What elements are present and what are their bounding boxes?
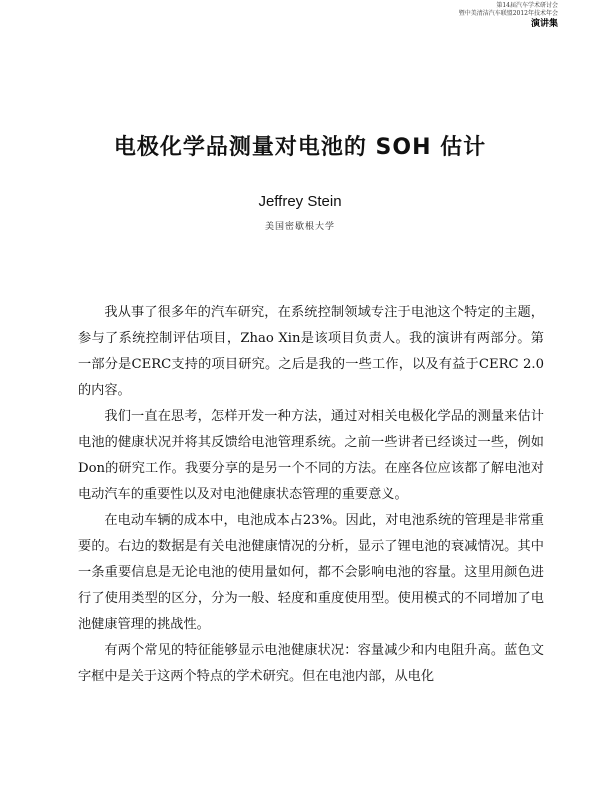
body-text <box>78 300 544 690</box>
paragraph-2: 我们一直在思考，怎样开发一种方法，通过对相关电极化学品的测量来估计电池的健康状况并将其反馈给电池管理系统。之前一些讲者已经谈过一些，例如Don的研究工作。我要分享的是另一个不同的方法。在座各位应该都了解电池对电动汽车的重要性以及对电池健康状态管理的重要意义。 <box>78 409 544 502</box>
author-name: Jeffrey Stein <box>258 193 342 210</box>
collection-label: 演讲集 <box>530 19 558 29</box>
page-title: 电极化学品测量对电池的 SOH 估计 <box>113 135 487 160</box>
paragraph-1: 我从事了很多年的汽车研究，在系统控制领域专注于电池这个特定的主题，参与了系统控制评估项目，Zhao Xin是该项目负责人。我的演讲有两部分。第一部分是CERC支持的项目研究。之后是我的一些工作，以及有益于CERC 2.0的内容。 <box>78 305 544 398</box>
header-line-2: 暨中美清洁汽车联盟2012年技术年会 <box>458 10 558 17</box>
header-line-1: 第14届汽车学术研讨会 <box>496 2 558 9</box>
paragraph-4: 有两个常见的特征能够显示电池健康状况：容量减少和内电阻升高。蓝色文字框中是关于这两个特点的学术研究。但在电池内部，从电化 <box>78 643 544 684</box>
header-note <box>459 2 558 31</box>
paragraph-3: 在电动车辆的成本中，电池成本占23%。因此，对电池系统的管理是非常重要的。右边的数据是有关电池健康情况的分析，显示了锂电池的衰减情况。其中一条重要信息是无论电池的使用量如何，都不会影响电池的容量。这里用颜色进行了使用类型的区分，分为一般、轻度和重度使用型。使用模式的不同增加了电池健康管理的挑战性。 <box>78 513 544 632</box>
author-affiliation: 美国密歇根大学 <box>264 222 335 232</box>
